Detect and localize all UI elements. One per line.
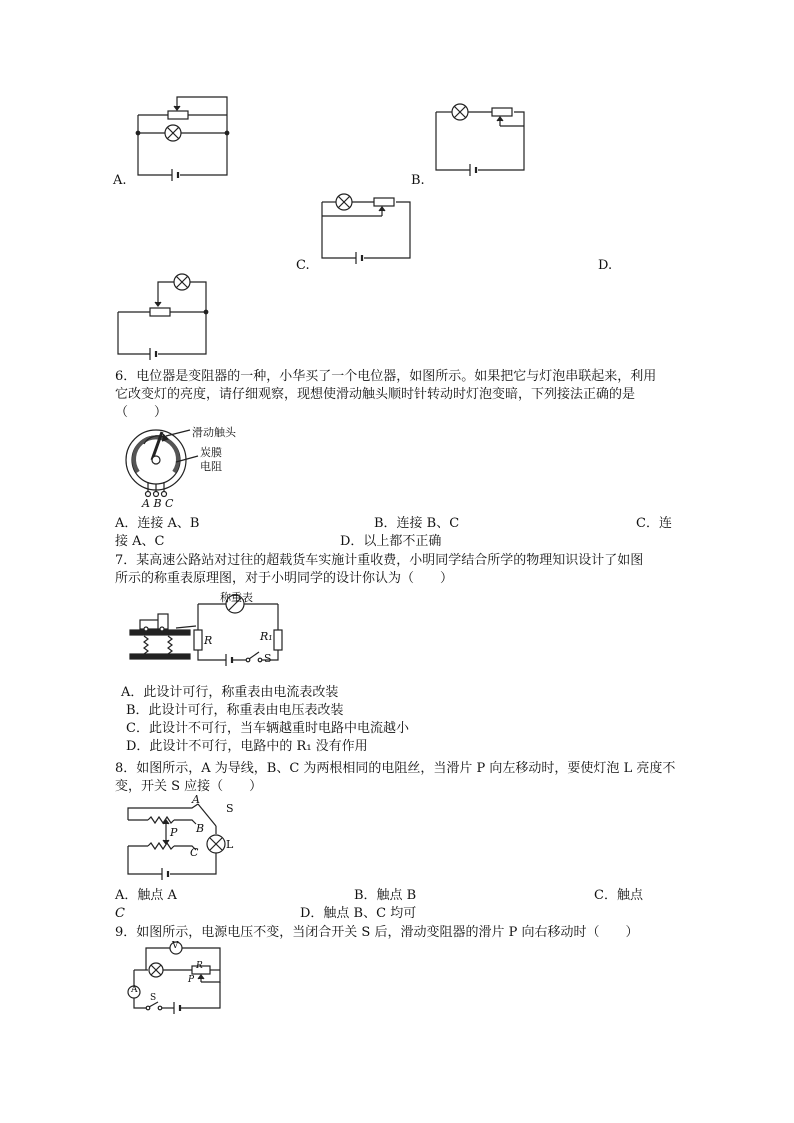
label-resistor-r1: R₁ xyxy=(260,630,273,643)
option-d-label: D. xyxy=(598,258,613,273)
circuit-option-b xyxy=(432,100,532,180)
q7-stem-line-2: 所示的称重表原理图，对于小明同学的设计你认为（ ） xyxy=(115,571,454,586)
q7-option-a: A．此设计可行，称重表由电流表改装 xyxy=(121,685,339,700)
q7-option-c: C．此设计不可行，当车辆越重时电路中电流越小 xyxy=(126,721,409,736)
q7-option-d: D．此设计不可行，电路中的 R₁ 没有作用 xyxy=(126,739,368,754)
q8-option-b: B．触点 B xyxy=(354,888,417,903)
option-a-label: A. xyxy=(113,173,127,188)
q6-option-d: D．以上都不正确 xyxy=(340,534,442,549)
q9-stem-line-1: 9．如图所示，电源电压不变，当闭合开关 S 后，滑动变阻器的滑片 P 向右移动时（ ） xyxy=(115,925,639,940)
label-slider-p: P xyxy=(188,975,195,985)
circuit-option-c xyxy=(318,190,418,266)
label-terminals-abc: A B C xyxy=(142,497,174,510)
label-carbon-film: 炭膜 xyxy=(200,446,222,459)
label-weighing-meter: 称重表 xyxy=(220,591,253,604)
q8-option-a: A．触点 A xyxy=(115,888,177,903)
label-rheostat-r: R xyxy=(196,961,203,971)
label-voltmeter-v: V xyxy=(172,941,179,951)
label-contact-a: A xyxy=(192,793,200,806)
q6-stem-line-3: （ ） xyxy=(115,405,168,420)
label-slider-contact: 滑动触头 xyxy=(192,426,236,439)
option-c-label: C. xyxy=(296,258,310,273)
option-b-label: B. xyxy=(411,173,425,188)
q6-option-b: B．连接 B、C xyxy=(374,516,460,531)
label-contact-c: C xyxy=(190,846,199,859)
label-switch-s: S xyxy=(150,993,157,1003)
label-lamp-l: L xyxy=(226,838,234,851)
label-ammeter-a: A xyxy=(131,985,138,995)
q7-stem-line-1: 7．某高速公路站对过往的超载货车实施计重收费，小明同学结合所学的物理知识设计了如图 xyxy=(115,553,644,568)
q8-option-c-part-2: C xyxy=(115,906,125,921)
q7-option-b: B．此设计可行，称重表由电压表改装 xyxy=(126,703,344,718)
q8-option-c-part-1: C．触点 xyxy=(594,888,643,903)
q6-option-c-part-1: C．连 xyxy=(636,516,672,531)
label-slider-p: P xyxy=(170,826,178,839)
label-switch-s: S xyxy=(264,652,272,665)
label-resistor: 电阻 xyxy=(200,460,222,473)
q6-stem-line-2: 它改变灯的亮度，请仔细观察，现想使滑动触头顺时针转动时灯泡变暗，下列接法正确的是 xyxy=(115,387,636,402)
label-switch-s: S xyxy=(226,802,234,815)
q6-option-a: A．连接 A、B xyxy=(115,516,200,531)
rheostat-meter-figure xyxy=(124,940,234,1016)
q6-option-c-part-2: 接 A、C xyxy=(115,534,165,549)
q6-stem-line-1: 6．电位器是变阻器的一种，小华买了一个电位器，如图所示。如果把它与灯泡串联起来，利用 xyxy=(115,369,657,384)
q8-stem-line-2: 变，开关 S 应接（ ） xyxy=(115,779,263,794)
circuit-option-a xyxy=(130,95,240,185)
label-resistor-r: R xyxy=(204,634,213,647)
q8-option-d: D．触点 B、C 均可 xyxy=(300,906,417,921)
circuit-option-d xyxy=(114,272,214,362)
q8-stem-line-1: 8．如图所示，A 为导线，B、C 为两根相同的电阻丝，当滑片 P 向左移动时，要使灯泡 L 亮度不 xyxy=(115,761,676,776)
label-contact-b: B xyxy=(196,822,205,835)
